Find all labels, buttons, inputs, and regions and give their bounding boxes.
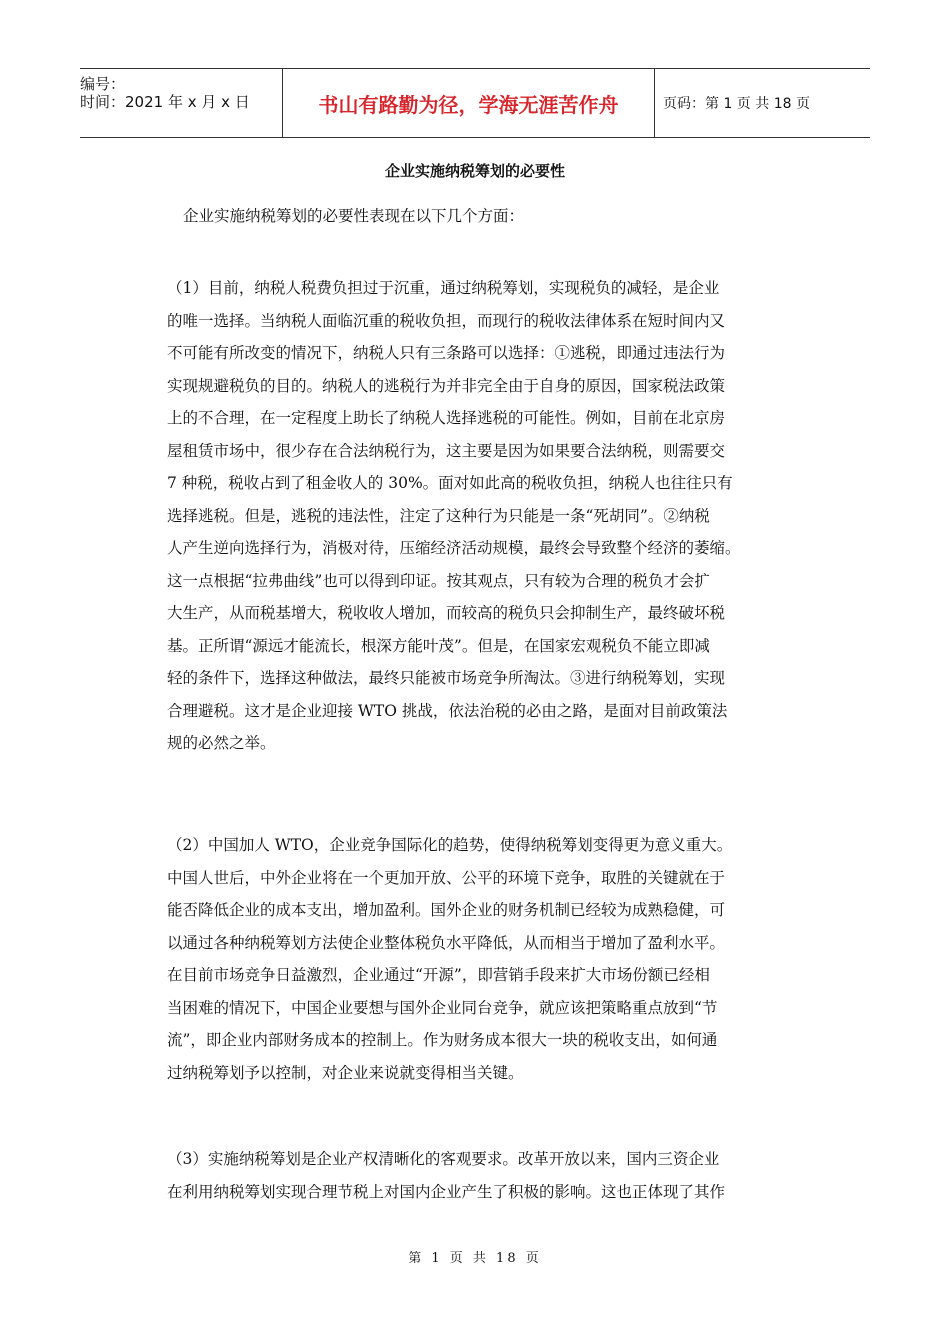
paragraph-line: （3）实施纳税筹划是企业产权清晰化的客观要求。改革开放以来，国内三资企业 — [167, 1150, 720, 1168]
page-header — [80, 68, 870, 138]
paragraph-line: 屋租赁市场中，很少存在合法纳税行为，这主要是因为如果要合法纳税，则需要交 — [167, 441, 726, 460]
paragraph-line: 能否降低企业的成本支出，增加盈利。国外企业的财务机制已经较为成熟稳健，可 — [167, 901, 726, 919]
serial-label: 编号： — [80, 75, 126, 93]
date-label: 时间：2021 年 x 月 x 日 — [80, 93, 250, 111]
paragraph-line: 不可能有所改变的情况下，纳税人只有三条路可以选择：①逃税，即通过违法行为 — [167, 344, 726, 362]
paragraph-3 — [167, 1143, 789, 1208]
paragraph-line: 在利用纳税筹划实现合理节税上对国内企业产生了积极的影响。这也正体现了其作 — [167, 1182, 726, 1201]
paragraph-line: 当困难的情况下，中国企业要想与国外企业同台竞争，就应该把策略重点放到“节 — [167, 998, 718, 1017]
paragraph-line: 大生产，从而税基增大，税收收人增加，而较高的税负只会抑制生产，最终破坏税 — [167, 604, 726, 622]
paragraph-line: 以通过各种纳税筹划方法使企业整体税负水平降低，从而相当于增加了盈利水平。 — [167, 933, 726, 952]
paragraph-line: 规的必然之举。 — [167, 734, 276, 752]
paragraph-line: 这一点根据“拉弗曲线”也可以得到印证。按其观点，只有较为合理的税负才会扩 — [167, 571, 710, 590]
paragraph-line: 人产生逆向选择行为，消极对待，压缩经济活动规模，最终会导致整个经济的萎缩。 — [167, 539, 741, 557]
paragraph-line: 合理避税。这才是企业迎接 WTO 挑战，依法治税的必由之路，是面对目前政策法 — [167, 701, 728, 720]
header-page-info: 页码：第 1 页 共 18 页 — [663, 96, 810, 112]
paragraph-line: 在目前市场竞争日益激烈，企业通过“开源”，即营销手段来扩大市场份额已经相 — [167, 966, 710, 984]
paragraph-line: 过纳税筹划予以控制，对企业来说就变得相当关键。 — [167, 1063, 524, 1082]
paragraph-line: （2）中国加人 WTO，企业竞争国际化的趋势，使得纳税筹划变得更为意义重大。 — [167, 836, 733, 854]
paragraph-line: 流”，即企业内部财务成本的控制上。作为财务成本很大一块的税收支出，如何通 — [167, 1031, 718, 1049]
paragraph-line: 实现规避税负的目的。纳税人的逃税行为并非完全由于自身的原因，国家税法政策 — [167, 376, 726, 395]
paragraph-1 — [167, 272, 789, 760]
header-motto: 书山有路勤为径，学海无涯苦作舟 — [282, 69, 655, 137]
header-meta — [80, 69, 282, 137]
paragraph-line: 基。正所谓“源远才能流长，根深方能叶茂”。但是，在国家宏观税负不能立即减 — [167, 636, 710, 655]
paragraph-line: 上的不合理，在一定程度上助长了纳税人选择逃税的可能性。例如，目前在北京房 — [167, 409, 726, 427]
paragraph-2 — [167, 829, 789, 1089]
paragraph-line: （1）目前，纳税人税费负担过于沉重，通过纳税筹划，实现税负的减轻，是企业 — [167, 279, 720, 297]
page-footer: 第 1 页 共 18 页 — [408, 1251, 542, 1266]
paragraph-line: 轻的条件下，选择这种做法，最终只能被市场竞争所淘汰。③进行纳税筹划，实现 — [167, 669, 726, 687]
paragraph-line: 7 种税，税收占到了租金收人的 30%。面对如此高的税收负担，纳税人也往往只有 — [167, 474, 733, 492]
intro-paragraph: 企业实施纳税筹划的必要性表现在以下几个方面： — [183, 207, 525, 225]
paragraph-line: 中国人世后，中外企业将在一个更加开放、公平的环境下竞争，取胜的关键就在于 — [167, 868, 726, 887]
paragraph-line: 的唯一选择。当纳税人面临沉重的税收负担，而现行的税收法律体系在短时间内又 — [167, 311, 726, 330]
paragraph-line: 选择逃税。但是，逃税的违法性，注定了这种行为只能是一条“死胡同”。②纳税 — [167, 506, 710, 525]
document-title: 企业实施纳税筹划的必要性 — [384, 162, 565, 180]
